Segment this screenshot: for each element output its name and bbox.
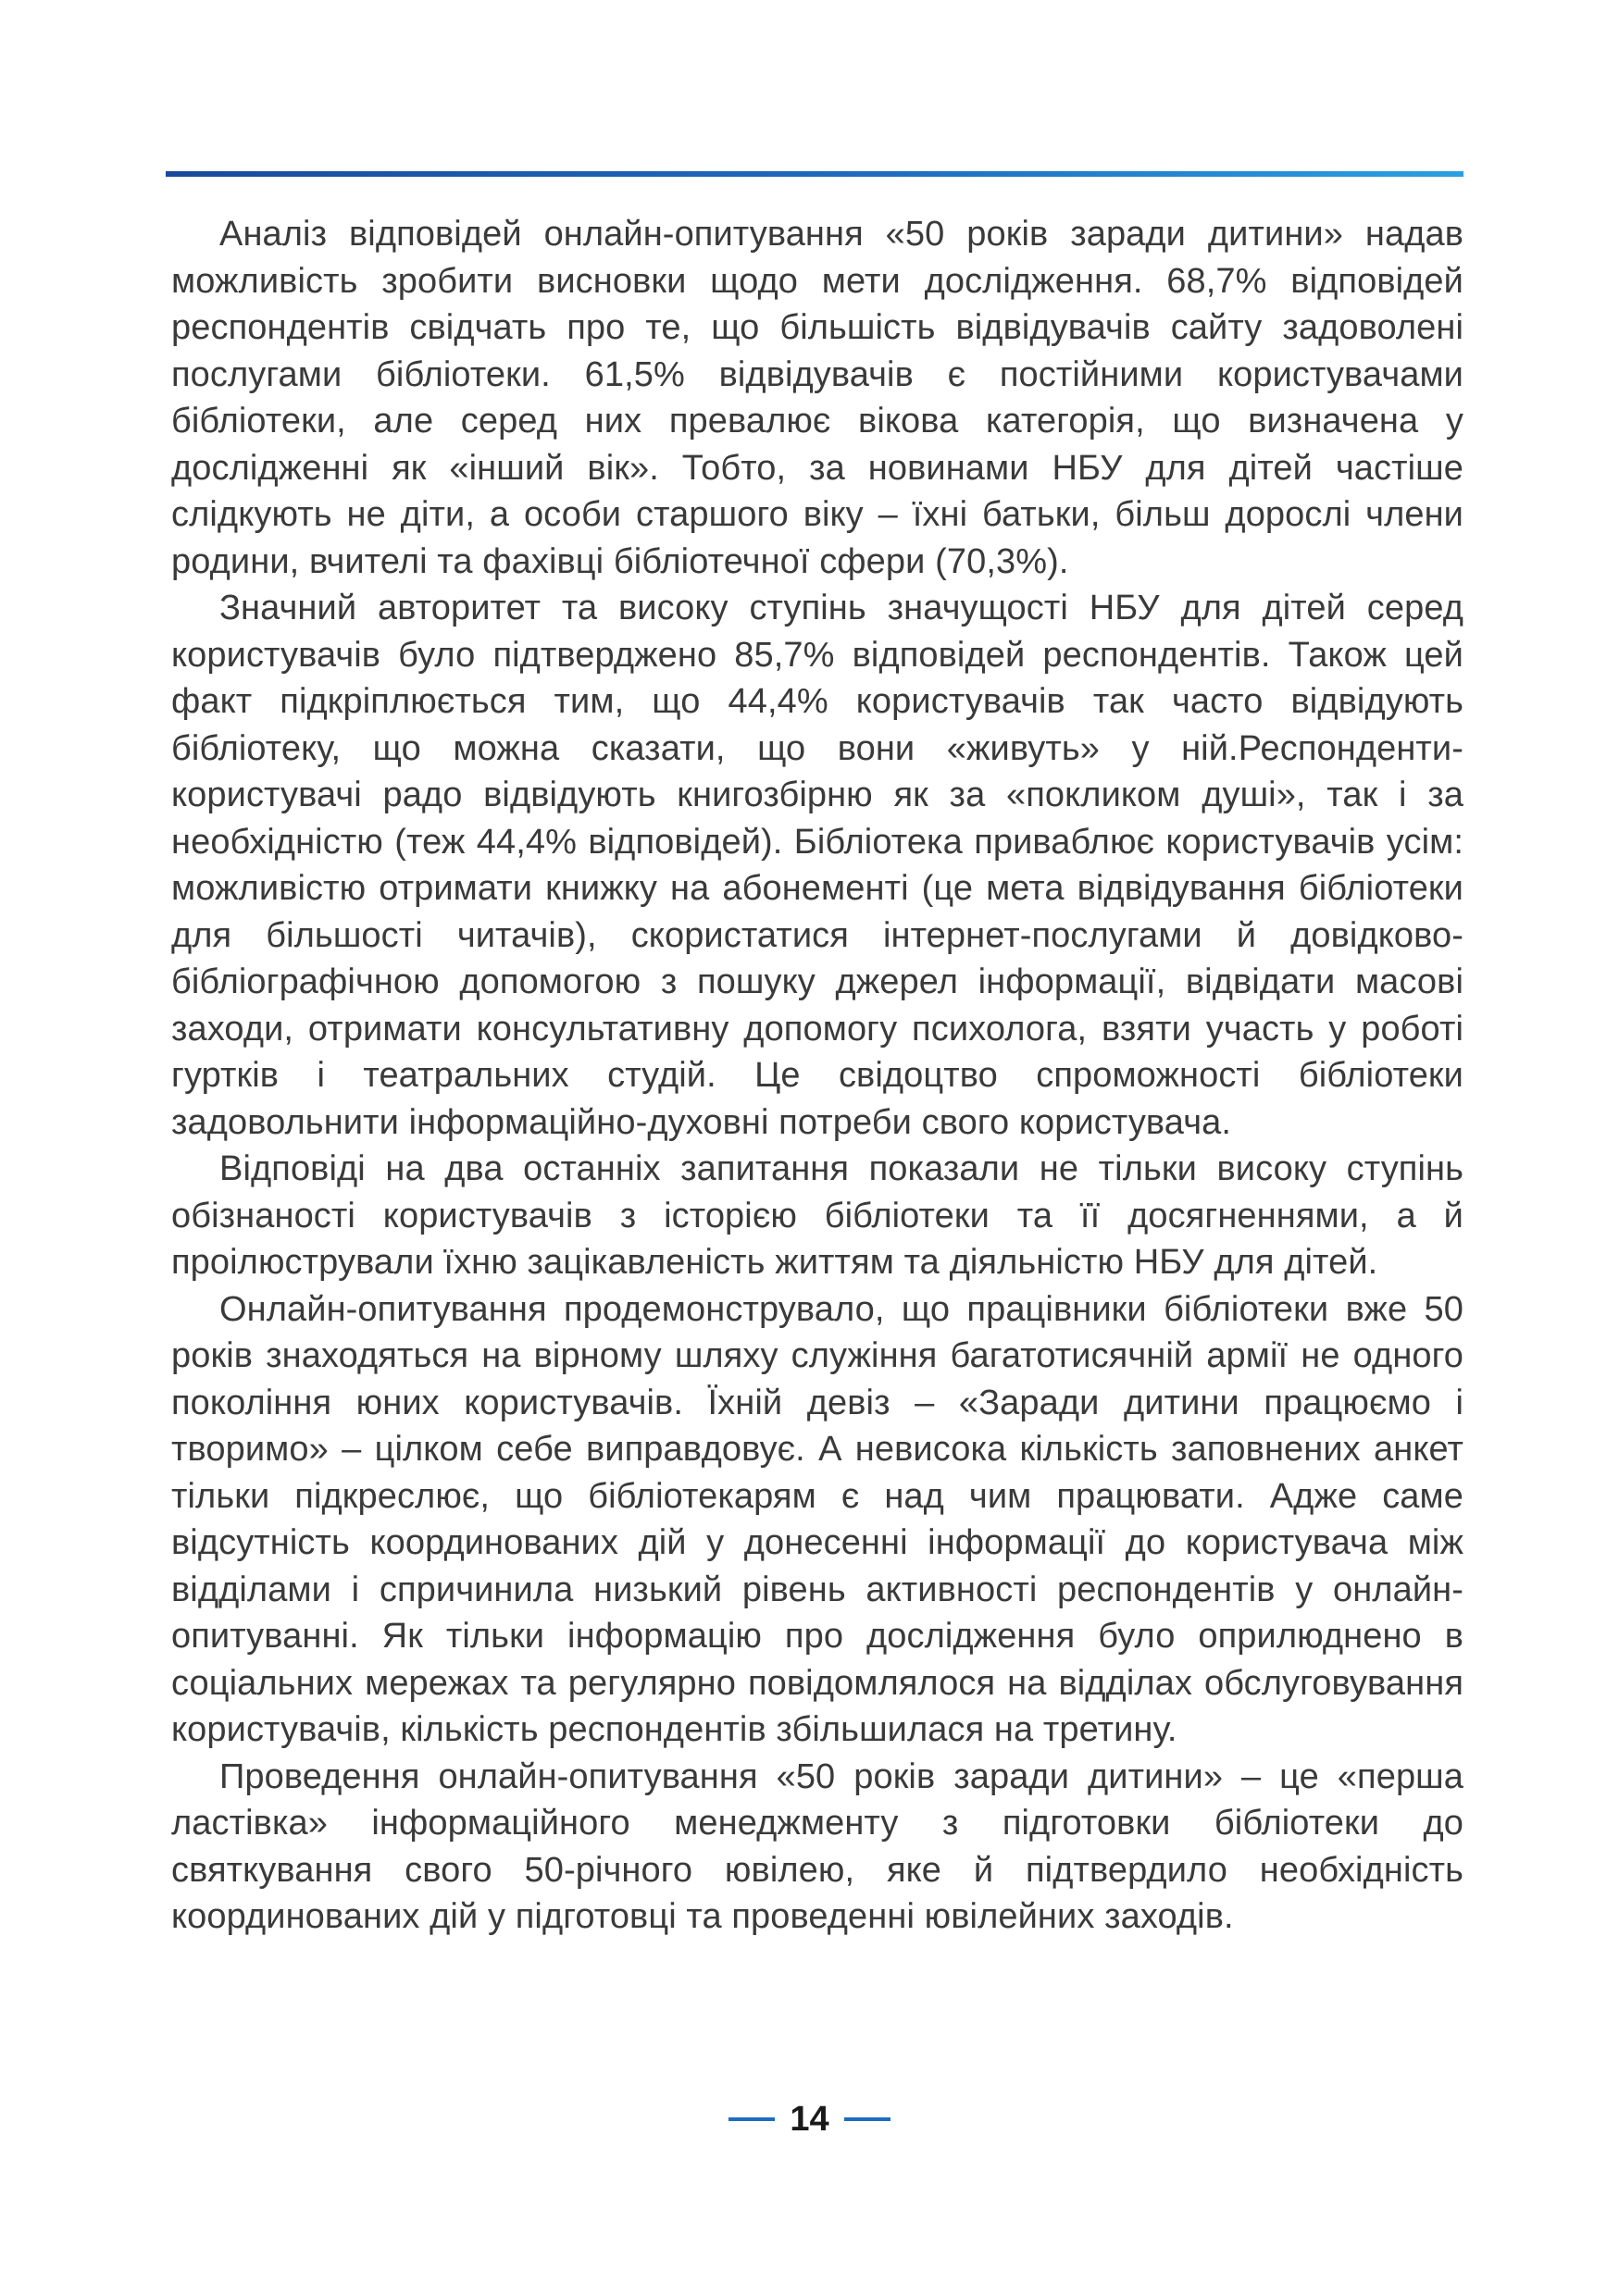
page-footer	[0, 2096, 1619, 2142]
paragraph: Аналіз відповідей онлайн-опитування «50 років заради дитини» надав можливість зробити висновки щодо мети дослідження. 68,7% відповідей респондентів свідчать про те, що більшість відвідувачів сайту задоволені послугами бібліотеки. 61,5% відвідувачів є постійними користувачами бібліотеки, але серед них превалює вікова категорія, що визначена у дослідженні як «інший вік». Тобто, за новинами НБУ для дітей частіше слідкують не діти, а особи старшого віку – їхні батьки, більш дорослі члени родини, вчителі та фахівці бібліотечної сфери (70,3%).	[171, 215, 1463, 581]
paragraph: Онлайн-опитування продемонструвало, що працівники бібліотеки вже 50 років знаходяться на вірному шляху служіння багатотисячній армії не одного покоління юних користувачів. Їхній девіз – «Заради дитини працюємо і творимо» – цілком себе виправдовує. А невисока кількість заповнених анкет тільки підкреслює, що бібліотекарям є над чим працювати. Адже саме відсутність координованих дій у донесенні інформації до користувача між відділами і спричинила низький рівень активності респондентів у онлайн-опитуванні. Як тільки інформацію про дослідження було оприлюднено в соціальних мережах та регулярно повідомлялося на відділах обслуговування користувачів, кількість респондентів збільшилася на третину.	[171, 1289, 1463, 1749]
body-text	[171, 211, 1463, 1941]
header-rule	[166, 171, 1463, 177]
paragraph: Значний авторитет та високу ступінь значущості НБУ для дітей серед користувачів було підтверджено 85,7% відповідей респондентів. Також цей факт підкріплюється тим, що 44,4% користувачів так часто відвідують бібліотеку, що можна сказати, що вони «живуть» у ній.Респонденти-користувачі радо відвідують книгозбірню як за «покликом душі», так і за необхідністю (теж 44,4% відповідей). Бібліотека приваблює користувачів усім: можливістю отримати книжку на абонементі (це мета відвідування бібліотеки для більшості читачів), скористатися інтернет-послугами й довідково-бібліографічною допомогою з пошуку джерел інформації, відвідати масові заходи, отримати консультативну допомогу психолога, взяти участь у роботі гуртків і театральних студій. Це свідоцтво спроможності бібліотеки задовольнити інформаційно-духовні потреби свого користувача.	[171, 589, 1463, 1142]
paragraph: Відповіді на два останніх запитання показали не тільки високу ступінь обізнаності користувачів з історією бібліотеки та її досягненнями, а й проілюстрували їхню зацікавленість життям та діяльністю НБУ для дітей.	[171, 1149, 1463, 1282]
footer-left-dash	[729, 2117, 775, 2121]
page-number: 14	[790, 2099, 829, 2139]
footer-right-dash	[844, 2117, 890, 2121]
paragraph: Проведення онлайн-опитування «50 років заради дитини» – це «перша ластівка» інформаційного менеджменту з підготовки бібліотеки до святкування свого 50-річного ювілею, яке й підтвердило необхідність координованих дій у підготовці та проведенні ювілейних заходів.	[171, 1756, 1463, 1936]
